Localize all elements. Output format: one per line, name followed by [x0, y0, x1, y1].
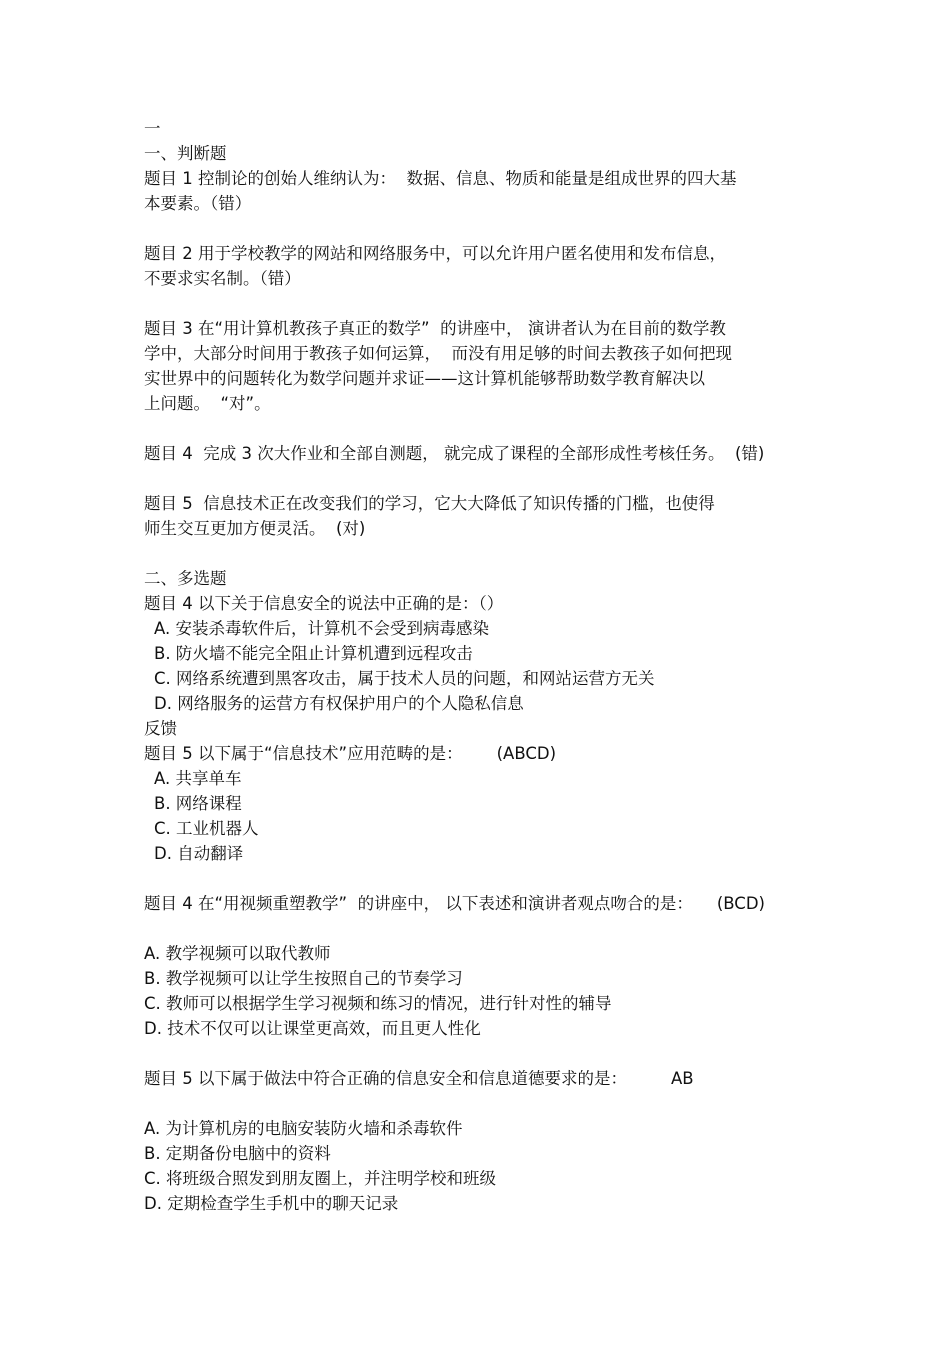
- tf-q5-line1: 题目 5 信息技术正在改变我们的学习，它大大降低了知识传播的门槛，也使得: [144, 494, 715, 513]
- section-title-true-false: 一、判断题: [144, 144, 227, 163]
- mc-q1-option-c: C. 网络系统遭到黑客攻击，属于技术人员的问题，和网站运营方无关: [154, 669, 655, 688]
- mc-q3-option-d: D. 技术不仅可以让课堂更高效，而且更人性化: [144, 1019, 481, 1038]
- mc-q3-option-a: A. 教学视频可以取代教师: [144, 944, 331, 963]
- mc-q3-answer: (BCD): [716, 894, 765, 913]
- header-mark: 一: [144, 119, 161, 138]
- mc-q4-answer: AB: [671, 1069, 694, 1088]
- mc-q2-option-a: A. 共享单车: [154, 769, 242, 788]
- mc-q2-stem-line: [144, 741, 844, 766]
- tf-q2-line2: 不要求实名制。（错）: [144, 269, 301, 288]
- mc-q3-option-b: B. 教学视频可以让学生按照自己的节奏学习: [144, 969, 463, 988]
- mc-q2-stem: 题目 5 以下属于“信息技术”应用范畴的是：: [144, 744, 463, 763]
- mc-q2-answer: (ABCD): [496, 744, 557, 763]
- mc-q1-option-d: D. 网络服务的运营方有权保护用户的个人隐私信息: [154, 694, 524, 713]
- tf-q3-line4: 上问题。 “对”。: [144, 394, 271, 413]
- mc-q2-option-d: D. 自动翻译: [154, 844, 244, 863]
- tf-q3-line3: 实世界中的问题转化为数学问题并求证——这计算机能够帮助数学教育解决以: [144, 369, 705, 388]
- mc-q4-option-b: B. 定期备份电脑中的资料: [144, 1144, 331, 1163]
- mc-q1-option-b: B. 防火墙不能完全阻止计算机遭到远程攻击: [154, 644, 473, 663]
- mc-q4-stem-line: [144, 1066, 844, 1091]
- mc-q3-stem-line: [144, 891, 844, 916]
- mc-q2-option-c: C. 工业机器人: [154, 819, 259, 838]
- mc-q4-stem: 题目 5 以下属于做法中符合正确的信息安全和信息道德要求的是：: [144, 1069, 627, 1088]
- tf-q4-line1: 题目 4 完成 3 次大作业和全部自测题， 就完成了课程的全部形成性考核任务。 (错): [144, 444, 765, 463]
- tf-q3-line2: 学中，大部分时间用于教孩子如何运算， 而没有用足够的时间去教孩子如何把现: [144, 344, 732, 363]
- tf-q1-line2: 本要素。（错）: [144, 194, 252, 213]
- section-title-multiple-choice: 二、多选题: [144, 569, 227, 588]
- mc-q3-option-c: C. 教师可以根据学生学习视频和练习的情况，进行针对性的辅导: [144, 994, 612, 1013]
- document-body: [144, 116, 844, 1216]
- mc-q1-option-a: A. 安装杀毒软件后，计算机不会受到病毒感染: [154, 619, 489, 638]
- mc-q4-option-a: A. 为计算机房的电脑安装防火墙和杀毒软件: [144, 1119, 463, 1138]
- mc-q2-option-b: B. 网络课程: [154, 794, 242, 813]
- tf-q2-line1: 题目 2 用于学校教学的网站和网络服务中，可以允许用户匿名使用和发布信息，: [144, 244, 726, 263]
- tf-q3-line1: 题目 3 在“用计算机教孩子真正的数学” 的讲座中， 演讲者认为在目前的数学教: [144, 319, 726, 338]
- mc-q4-option-c: C. 将班级合照发到朋友圈上，并注明学校和班级: [144, 1169, 497, 1188]
- mc-q3-stem: 题目 4 在“用视频重塑教学” 的讲座中， 以下表述和演讲者观点吻合的是：: [144, 894, 693, 913]
- mc-q1-stem: 题目 4 以下关于信息安全的说法中正确的是：（）: [144, 594, 504, 613]
- tf-q5-line2: 师生交互更加方便灵活。 (对): [144, 519, 366, 538]
- mc-q1-feedback: 反馈: [144, 719, 177, 738]
- mc-q4-option-d: D. 定期检查学生手机中的聊天记录: [144, 1194, 399, 1213]
- tf-q1-line1: 题目 1 控制论的创始人维纳认为： 数据、信息、物质和能量是组成世界的四大基: [144, 169, 737, 188]
